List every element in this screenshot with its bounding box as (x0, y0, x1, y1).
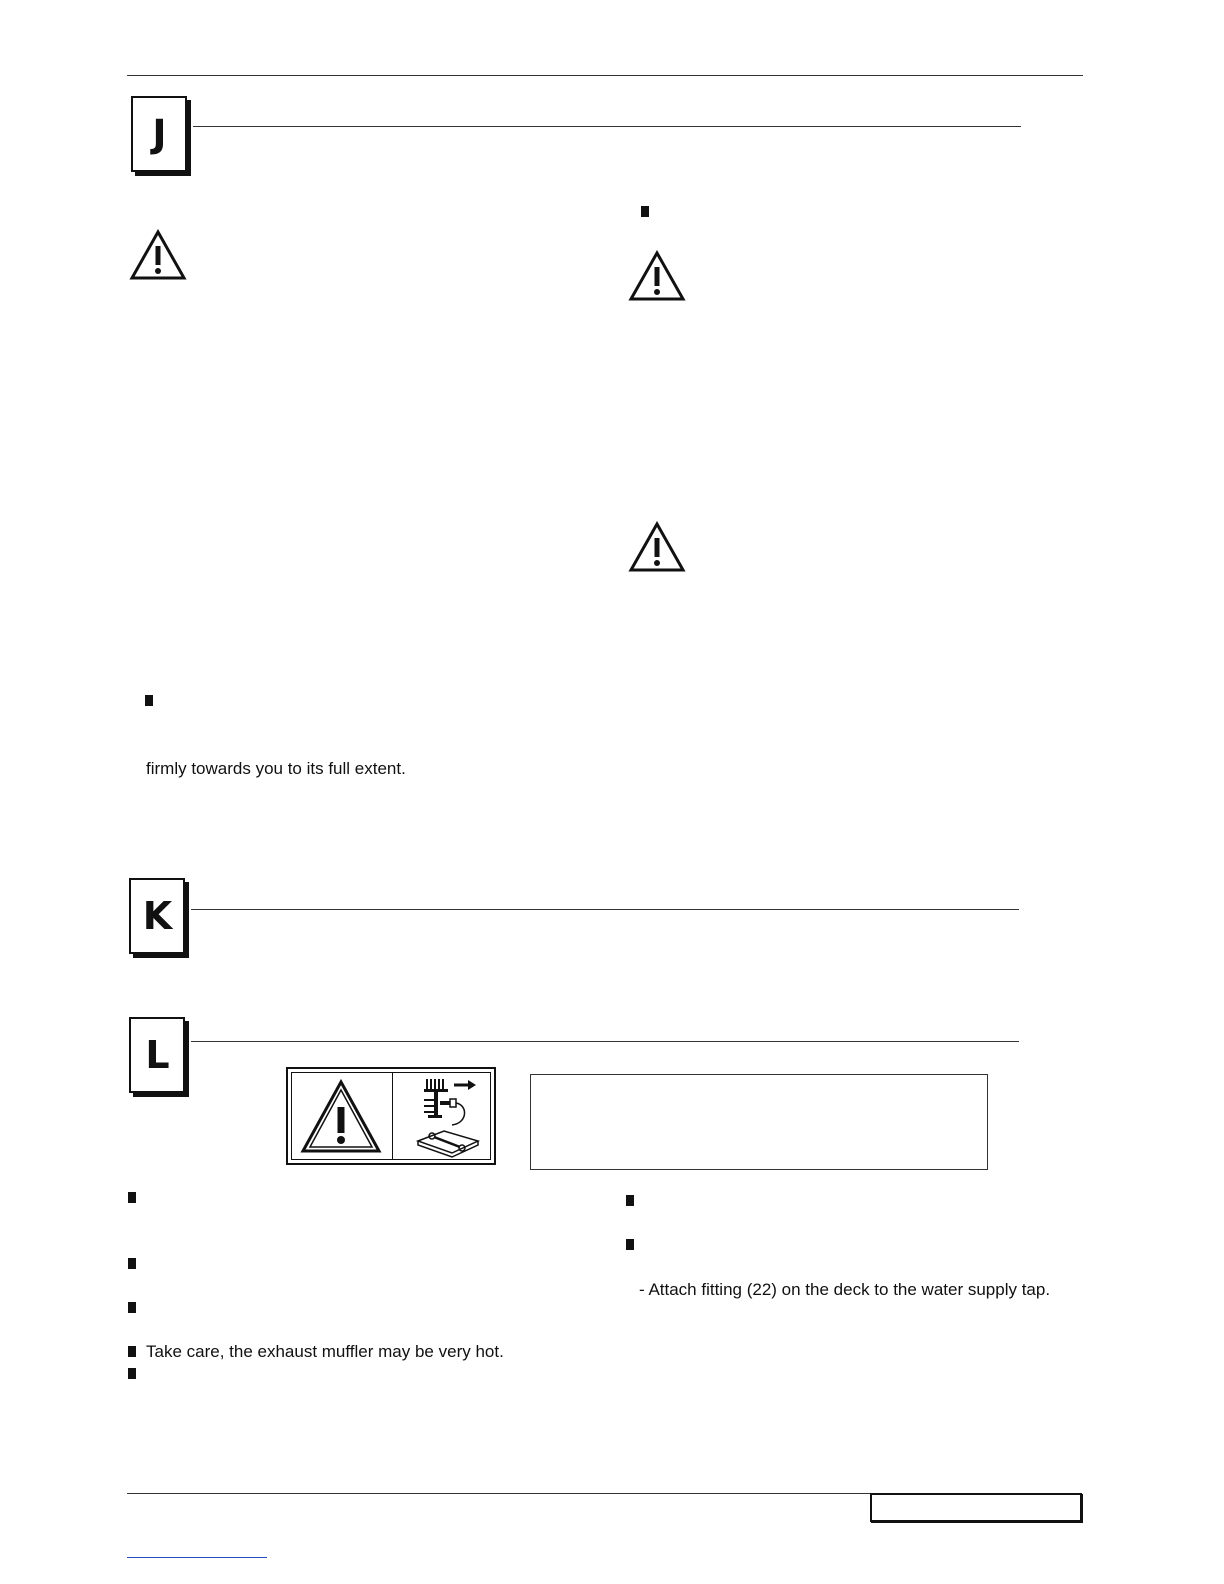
spark-plug-disconnect-icon (406, 1075, 488, 1161)
page-number-box (870, 1493, 1082, 1522)
bullet (128, 1368, 136, 1379)
attach-fitting-text: - Attach fitting (22) on the deck to the water supply tap. (639, 1280, 1051, 1299)
section-j-rule (193, 126, 1021, 127)
bullet (145, 695, 153, 706)
header-rule (127, 75, 1083, 76)
notice-box (530, 1074, 988, 1170)
safety-label-divider (392, 1072, 393, 1160)
section-badge-l: L (129, 1017, 185, 1093)
bullet (626, 1239, 634, 1250)
section-badge-k: K (129, 878, 185, 954)
muffler-warning-text: Take care, the exhaust muffler may be very hot. (146, 1342, 504, 1361)
warning-triangle-icon (129, 229, 187, 281)
section-l-rule (191, 1041, 1019, 1042)
warning-triangle-icon (300, 1079, 382, 1155)
handle-instruction-text: firmly towards you to its full extent. (146, 759, 406, 778)
safety-label (286, 1067, 496, 1165)
bullet (128, 1258, 136, 1269)
bullet (641, 206, 649, 217)
bullet (626, 1195, 634, 1206)
footer-rule (127, 1493, 870, 1494)
warning-triangle-icon (628, 521, 686, 573)
footer-link-underline[interactable] (127, 1557, 267, 1558)
section-k-rule (191, 909, 1019, 910)
section-badge-j: J (131, 96, 187, 172)
bullet (128, 1346, 136, 1357)
bullet (128, 1192, 136, 1203)
bullet (128, 1302, 136, 1313)
warning-triangle-icon (628, 250, 686, 302)
